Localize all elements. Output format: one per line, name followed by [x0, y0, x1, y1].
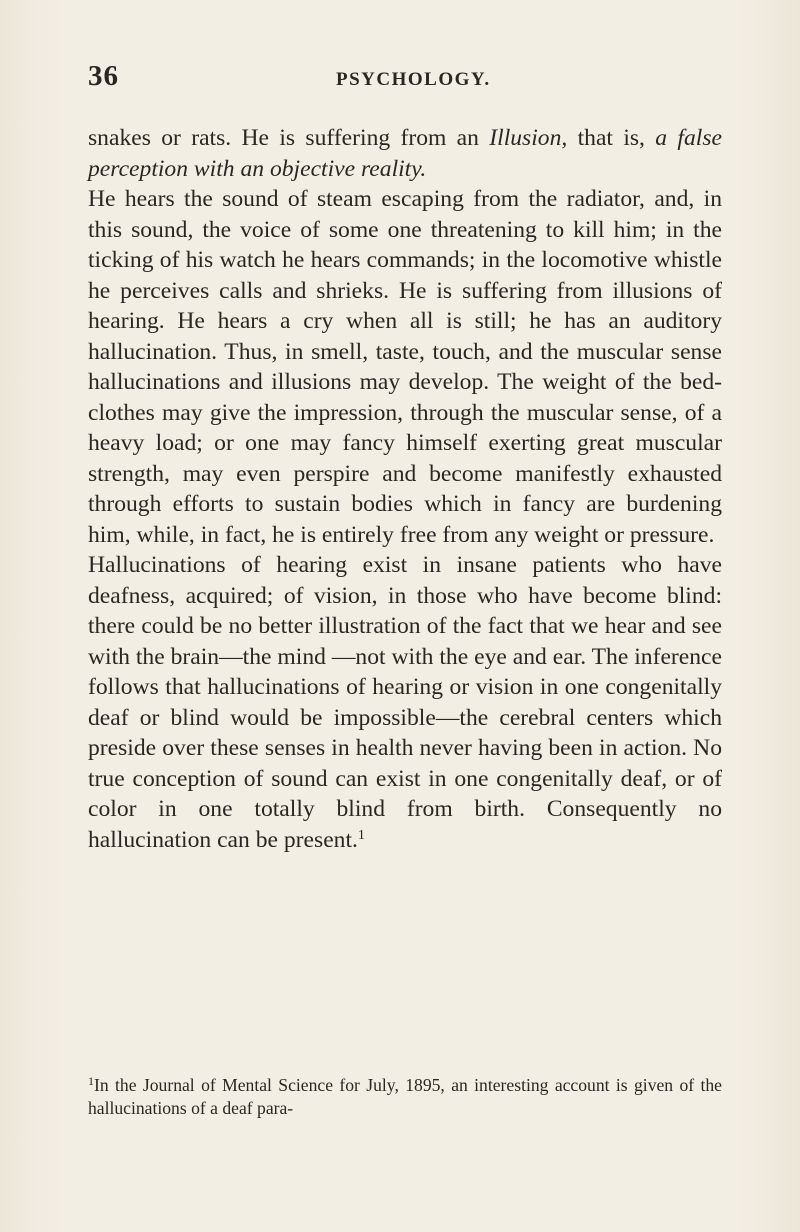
paragraph [88, 550, 722, 855]
text-run: He hears the sound of steam escaping from the radiator, and, in this sound, the voice of some one threatening to kill him; in the ticking of his watch he hears commands; in the locomotive whistle he perceives calls and shrieks. He is suffering from illusions of hearing. He hears a cry when all is still; he has an auditory hallucination. Thus, in smell, taste, touch, and the muscular sense hallucinations and illusions may develop. The weight of the bed-clothes may give the impression, through the muscular sense, of a heavy load; or one may fancy himself exerting great muscular strength, may even perspire and become manifestly exhausted through efforts to sustain bodies which in fancy are burdening him, while, in fact, he is entirely free from any weight or pressure. [88, 186, 722, 548]
text-run: that is, [567, 125, 656, 151]
footnote [88, 1074, 722, 1120]
page-number: 36 [88, 60, 119, 92]
italic-term: Illusion, [489, 125, 568, 151]
running-title: PSYCHOLOGY. [336, 69, 491, 90]
italic-definition: a false perception with an objective reality. [88, 125, 722, 182]
footnote-text: In the Journal of Mental Science for July, 1895, an interesting account is given of the hallucinations of a deaf para- [88, 1075, 722, 1118]
footnote-mark: 1 [88, 1074, 94, 1088]
text-run: snakes or rats. He is suffering from an [88, 125, 490, 151]
footnote-reference: 1 [357, 827, 365, 843]
running-head [88, 60, 722, 94]
text-run: Hallucinations of hearing exist in insane patients who have deafness, acquired; of vision, in those who have become blind: there could be no better illustration of the fact that we hear and see with the brain—the mind —not with the eye and ear. The inference follows that hallucinations of hearing or vision in one congenitally deaf or blind would be impossible—the cerebral centers which preside over these senses in health never having been in action. No true conception of sound can exist in one congenitally deaf, or of color in one totally blind from birth. Consequently no hallucination can be present. [88, 552, 722, 853]
body-text [88, 123, 722, 855]
paragraph [88, 123, 722, 184]
paragraph [88, 184, 722, 550]
